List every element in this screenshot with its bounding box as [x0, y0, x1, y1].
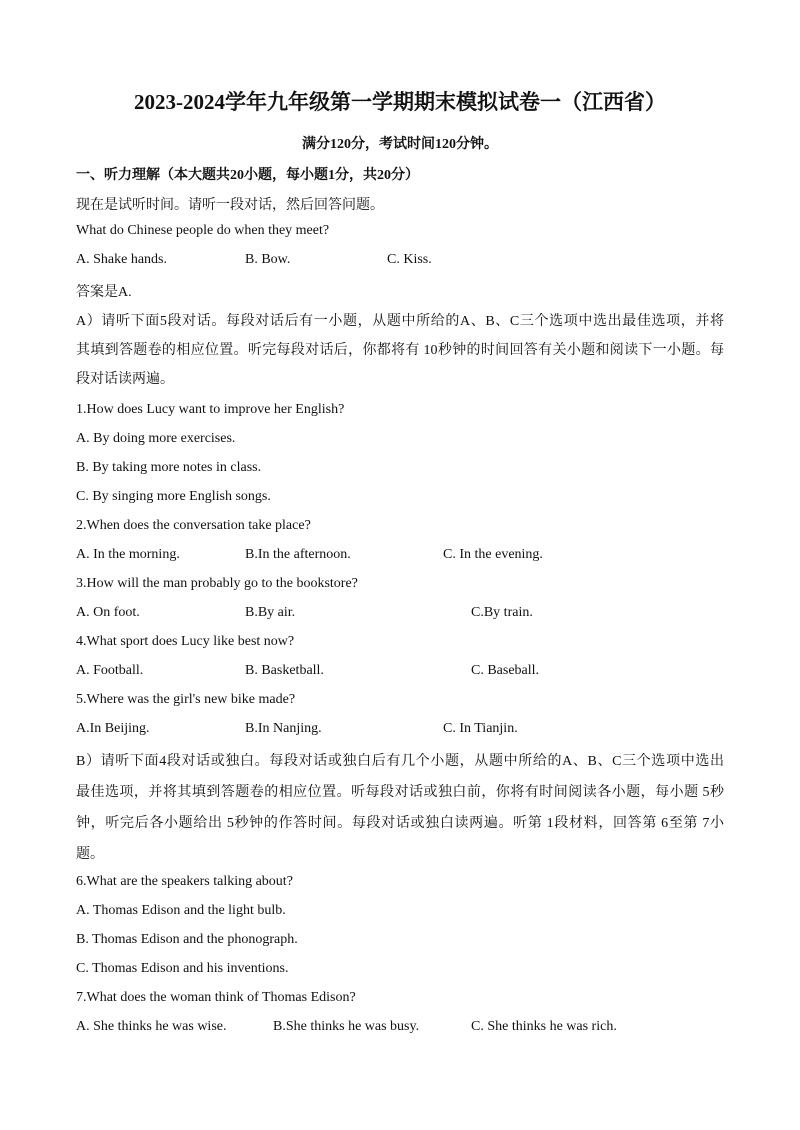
page-title: 2023-2024学年九年级第一学期期末模拟试卷一（江西省） [134, 90, 666, 114]
part-b-instructions-line-3: 钟，听完后各小题给出 5秒钟的作答时间。每段对话或独白读两遍。听第 1段材料，回答第 6至第 7小 [76, 816, 724, 831]
question-4-option-a: A. Football. [76, 663, 144, 678]
question-5-option-c: C. In Tianjin. [443, 721, 518, 736]
question-1-option-a: A. By doing more exercises. [76, 431, 236, 446]
question-4-option-c: C. Baseball. [471, 663, 540, 678]
question-6-option-b: B. Thomas Edison and the phonograph. [76, 932, 298, 947]
question-1-option-c: C. By singing more English songs. [76, 489, 271, 504]
question-6-option-c: C. Thomas Edison and his inventions. [76, 961, 289, 976]
part-b-instructions-line-4: 题。 [76, 847, 104, 862]
question-6-option-a: A. Thomas Edison and the light bulb. [76, 903, 286, 918]
part-b-instructions-line-2: 最佳选项，并将其填到答题卷的相应位置。听每段对话或独白前，你将有时间阅读各小题，每小题 5秒 [76, 785, 724, 800]
question-2-option-a: A. In the morning. [76, 547, 180, 562]
question-7: 7.What does the woman think of Thomas Edison? [76, 990, 356, 1005]
question-1-option-b: B. By taking more notes in class. [76, 460, 262, 475]
question-6: 6.What are the speakers talking about? [76, 874, 293, 889]
question-4-option-b: B. Basketball. [245, 663, 324, 678]
part-a-instructions-line-2: 其填到答题卷的相应位置。听完每段对话后，你都将有 10秒钟的时间回答有关小题和阅读下一小题。每 [76, 343, 724, 358]
trial-question: What do Chinese people do when they meet? [76, 223, 330, 238]
question-5-option-a: A.In Beijing. [76, 721, 150, 736]
question-3: 3.How will the man probably go to the bookstore? [76, 576, 358, 591]
question-2-option-c: C. In the evening. [443, 547, 543, 562]
trial-intro: 现在是试听时间。请听一段对话，然后回答问题。 [76, 198, 384, 213]
trial-answer: 答案是A. [76, 285, 132, 300]
trial-option-a: A. Shake hands. [76, 252, 167, 267]
section-heading-listening: 一、听力理解（本大题共20小题，每小题1分，共20分） [76, 168, 419, 183]
question-3-option-a: A. On foot. [76, 605, 140, 620]
exam-info: 满分120分，考试时间120分钟。 [302, 137, 498, 152]
question-3-option-c: C.By train. [471, 605, 533, 620]
question-5-option-b: B.In Nanjing. [245, 721, 322, 736]
question-3-option-b: B.By air. [245, 605, 296, 620]
question-2: 2.When does the conversation take place? [76, 518, 311, 533]
part-a-instructions-line-3: 段对话读两遍。 [76, 372, 174, 387]
question-7-option-b: B.She thinks he was busy. [273, 1019, 420, 1034]
question-2-option-b: B.In the afternoon. [245, 547, 351, 562]
question-1: 1.How does Lucy want to improve her English? [76, 402, 345, 417]
question-7-option-c: C. She thinks he was rich. [471, 1019, 617, 1034]
part-b-instructions-line-1: B）请听下面4段对话或独白。每段对话或独白后有几个小题，从题中所给的A、B、C三个选项中选出 [76, 754, 724, 769]
question-5: 5.Where was the girl's new bike made? [76, 692, 296, 707]
trial-option-b: B. Bow. [245, 252, 291, 267]
question-4: 4.What sport does Lucy like best now? [76, 634, 295, 649]
trial-option-c: C. Kiss. [387, 252, 432, 267]
part-a-instructions-line-1: A）请听下面5段对话。每段对话后有一小题，从题中所给的A、B、C三个选项中选出最佳选项，并将 [76, 314, 724, 329]
question-7-option-a: A. She thinks he was wise. [76, 1019, 227, 1034]
